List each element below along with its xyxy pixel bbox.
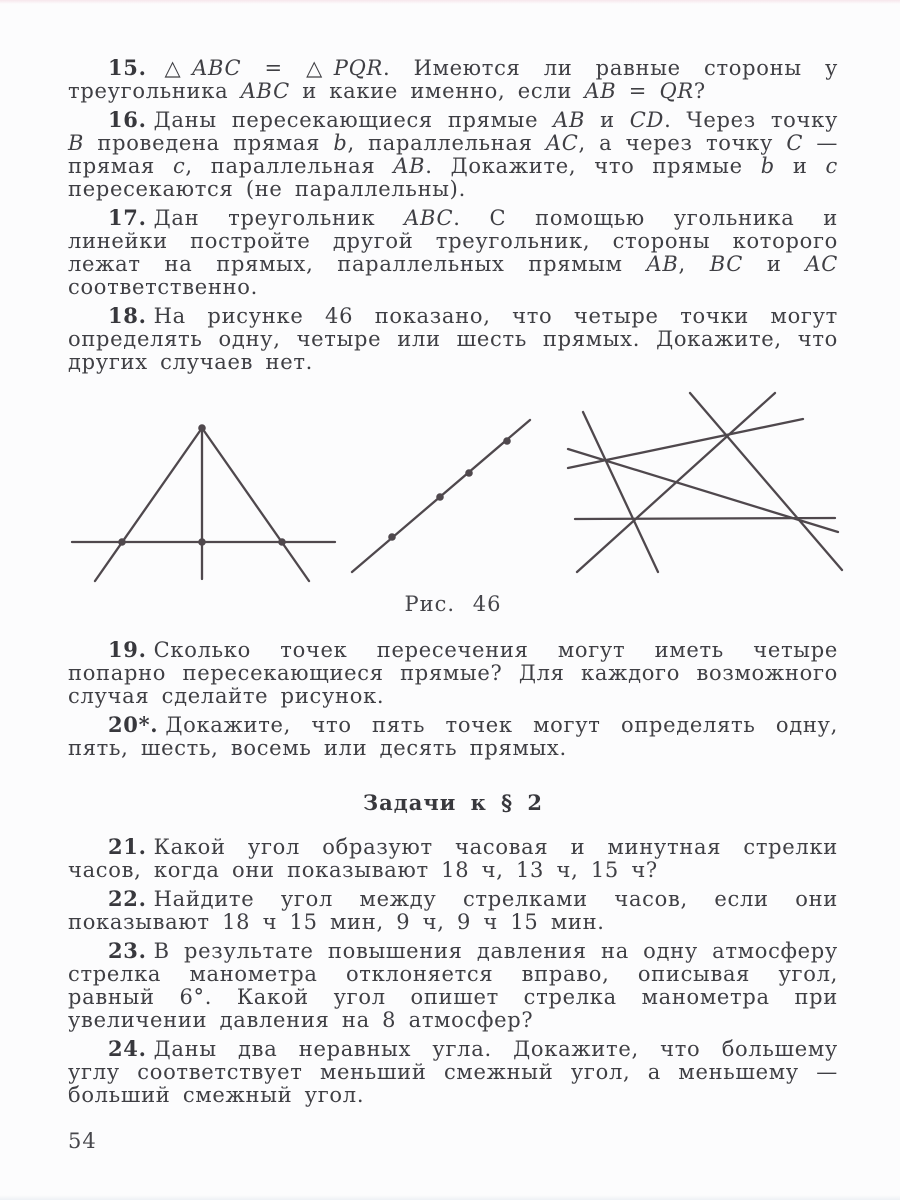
problem-24: 24. Даны два неравных угла. Докажите, что большему углу соответствует меньший смежный угол, а меньшему — больший смежный угол. bbox=[68, 1036, 838, 1107]
figure-line bbox=[568, 419, 803, 468]
problem-number: 17. bbox=[108, 205, 147, 230]
scan-artifact-bottom bbox=[0, 1195, 900, 1200]
figure-line bbox=[583, 412, 658, 572]
problem-15: 15. △ABC = △PQR. Имеются ли равные стороны у треугольника ABC и какие именно, если AB = QR? bbox=[68, 55, 838, 103]
figure-line bbox=[575, 518, 835, 519]
problem-number: 19. bbox=[108, 637, 147, 662]
figure-caption: Рис. 46 bbox=[404, 592, 502, 616]
figure-point-dot bbox=[278, 538, 286, 546]
problem-number: 15. bbox=[108, 55, 147, 80]
problem-21: 21. Какой угол образуют часовая и минутная стрелки часов, когда они показывают 18 ч, 13 ч, 15 ч? bbox=[68, 834, 838, 882]
problem-18: 18. На рисунке 46 показано, что четыре точки могут определять одну, четыре или шесть прямых. Докажите, что других случаев нет. bbox=[68, 303, 838, 374]
figure-point-dot bbox=[198, 424, 206, 432]
problem-number: 24. bbox=[108, 1036, 147, 1061]
scan-artifact-top bbox=[0, 0, 900, 4]
figure-point-dot bbox=[198, 538, 206, 546]
figure-46-svg bbox=[60, 390, 860, 590]
problem-number: 20*. bbox=[108, 712, 159, 737]
figure-point-dot bbox=[503, 437, 511, 445]
problems-section-2 bbox=[68, 835, 838, 1107]
problems-after-figure bbox=[68, 638, 838, 760]
problem-number: 22. bbox=[108, 886, 147, 911]
figure-line bbox=[202, 428, 309, 581]
problem-number: 18. bbox=[108, 303, 147, 328]
problem-number: 21. bbox=[108, 834, 147, 859]
figure-46 bbox=[60, 390, 860, 590]
problems-before-figure bbox=[68, 56, 838, 374]
problem-16: 16. Даны пересекающиеся прямые AB и CD. Через точку B проведена прямая b, параллельная AC, а через точку C — прямая c, параллельная AB. Докажите, что прямые b и c пересекаются (не параллельны). bbox=[68, 107, 839, 201]
problem-20: 20*. Докажите, что пять точек могут определять одну, пять, шесть, восемь или десять прямых. bbox=[68, 712, 838, 760]
problem-17: 17. Дан треугольник ABC. С помощью угольника и линейки постройте другой треугольник, стороны которого лежат на прямых, параллельных прямым AB, BC и AC соответственно. bbox=[68, 205, 838, 299]
problem-19: 19. Сколько точек пересечения могут иметь четыре попарно пересекающиеся прямые? Для каждого возможного случая сделайте рисунок. bbox=[68, 637, 838, 708]
figure-line bbox=[690, 393, 842, 570]
problem-23: 23. В результате повышения давления на одну атмосферу стрелка манометра отклоняется вправо, описывая угол, равный 6°. Какой угол опишет стрелка манометра при увеличении давления на 8 атмосфер? bbox=[68, 938, 838, 1032]
figure-point-dot bbox=[118, 538, 126, 546]
figure-point-dot bbox=[465, 469, 473, 477]
problem-22: 22. Найдите угол между стрелками часов, если они показывают 18 ч 15 мин, 9 ч, 9 ч 15 мин. bbox=[68, 886, 838, 934]
page-number: 54 bbox=[68, 1129, 97, 1153]
problem-number: 23. bbox=[108, 938, 147, 963]
figure-point-dot bbox=[388, 533, 396, 541]
problem-number: 16. bbox=[108, 107, 147, 132]
section-heading: Задачи к § 2 bbox=[363, 790, 543, 815]
figure-line bbox=[95, 428, 202, 581]
figure-point-dot bbox=[436, 493, 444, 501]
